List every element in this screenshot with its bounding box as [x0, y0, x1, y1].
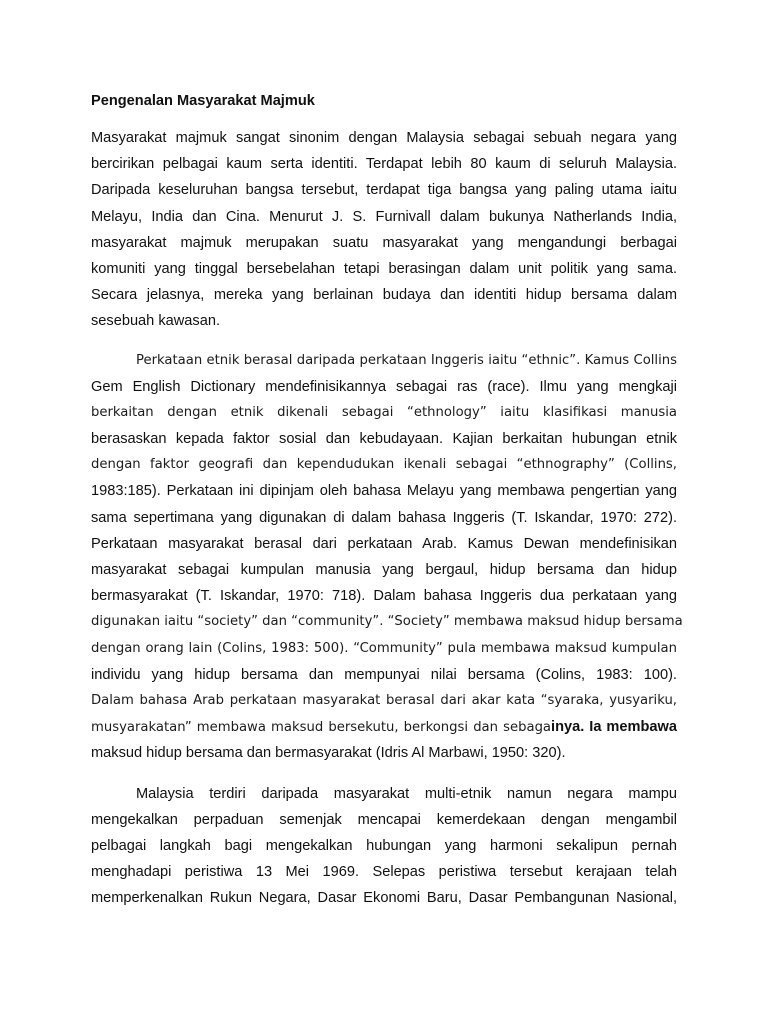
document-page: [91, 88, 683, 911]
text-line: memperkenalkan Rukun Negara, Dasar Ekonomi Baru, Dasar Pembangunan Nasional,: [91, 890, 677, 907]
text-line: mengekalkan perpaduan semenjak mencapai kemerdekaan dengan mengambil: [91, 811, 677, 828]
text-line: Daripada keseluruhan bangsa tersebut, terdapat tiga bangsa yang paling utama iaitu: [91, 182, 677, 199]
paragraph-3: [91, 781, 677, 912]
text-line: bermasyarakat (T. Iskandar, 1970: 718). Dalam bahasa Inggeris dua perkataan yang: [91, 588, 677, 605]
text-line: 1983:185). Perkataan ini dipinjam oleh bahasa Melayu yang membawa pengertian yang: [91, 483, 677, 500]
text-line: Gem English Dictionary mendefinisikannya sebagai ras (race). Ilmu yang mengkaji: [91, 378, 677, 395]
text-line: berasaskan kepada faktor sosial dan kebudayaan. Kajian berkaitan hubungan etnik: [91, 431, 677, 448]
text-line: digunakan iaitu “society” dan “community”. “Society” membawa maksud hidup bersama: [91, 614, 683, 630]
text-line: Perkataan masyarakat berasal dari perkataan Arab. Kamus Dewan mendefinisikan: [91, 535, 677, 552]
text-line: komuniti yang tinggal bersebelahan tetapi berasingan dalam unit politik yang sama.: [91, 260, 677, 277]
text-line: Masyarakat majmuk sangat sinonim dengan Malaysia sebagai sebuah negara yang: [91, 130, 677, 146]
text-line: Melayu, India dan Cina. Menurut J. S. Furnivall dalam bukunya Natherlands India,: [91, 208, 677, 225]
text-line: Secara jelasnya, mereka yang berlainan budaya dan identiti hidup bersama dalam: [91, 287, 677, 304]
text-line: masyarakat sebagai kumpulan manusia yang bergaul, hidup bersama dan hidup: [91, 562, 677, 578]
text-line: Perkataan etnik berasal daripada perkataan Inggeris iaitu “ethnic”. Kamus Collins: [136, 352, 677, 368]
text-line: dengan orang lain (Colins, 1983: 500). “Community” pula membawa maksud kumpulan: [91, 640, 677, 656]
text-line: maksud hidup bersama dan bermasyarakat (Idris Al Marbawi, 1950: 320).: [91, 745, 566, 762]
paragraph-1: [91, 125, 677, 335]
text-line-mixed: [91, 714, 677, 740]
text-line: masyarakat majmuk merupakan suatu masyarakat yang mengandungi berbagai: [91, 234, 677, 251]
text-line: pelbagai langkah bagi mengekalkan hubungan yang harmoni sekalipun pernah: [91, 837, 677, 854]
text-line: menghadapi peristiwa 13 Mei 1969. Selepas peristiwa tersebut kerajaan telah: [91, 864, 677, 881]
text-segment: inya. Ia membawa: [551, 719, 677, 736]
text-line: berkaitan dengan etnik dikenali sebagai “ethnology” iaitu klasifikasi manusia: [91, 404, 677, 420]
text-line: bercirikan pelbagai kaum serta identiti. Terdapat lebih 80 kaum di seluruh Malaysia.: [91, 156, 677, 173]
paragraph-2: [91, 348, 683, 767]
text-line: Malaysia terdiri daripada masyarakat multi-etnik namun negara mampu: [136, 785, 677, 802]
text-line: sama sepertimana yang digunakan di dalam bahasa Inggeris (T. Iskandar, 1970: 272).: [91, 509, 677, 526]
text-line: Dalam bahasa Arab perkataan masyarakat berasal dari akar kata “syaraka, yusyariku,: [91, 692, 677, 708]
text-line: dengan faktor geografi dan kependudukan ikenali sebagai “ethnography” (Collins,: [91, 457, 677, 473]
text-line: sesebuah kawasan.: [91, 313, 220, 330]
text-segment: musyarakatan” membawa maksud bersekutu, berkongsi dan sebaga: [91, 720, 552, 736]
text-line: individu yang hidup bersama dan mempunyai nilai bersama (Colins, 1983: 100).: [91, 666, 677, 683]
document-title: Pengenalan Masyarakat Majmuk: [91, 93, 315, 109]
